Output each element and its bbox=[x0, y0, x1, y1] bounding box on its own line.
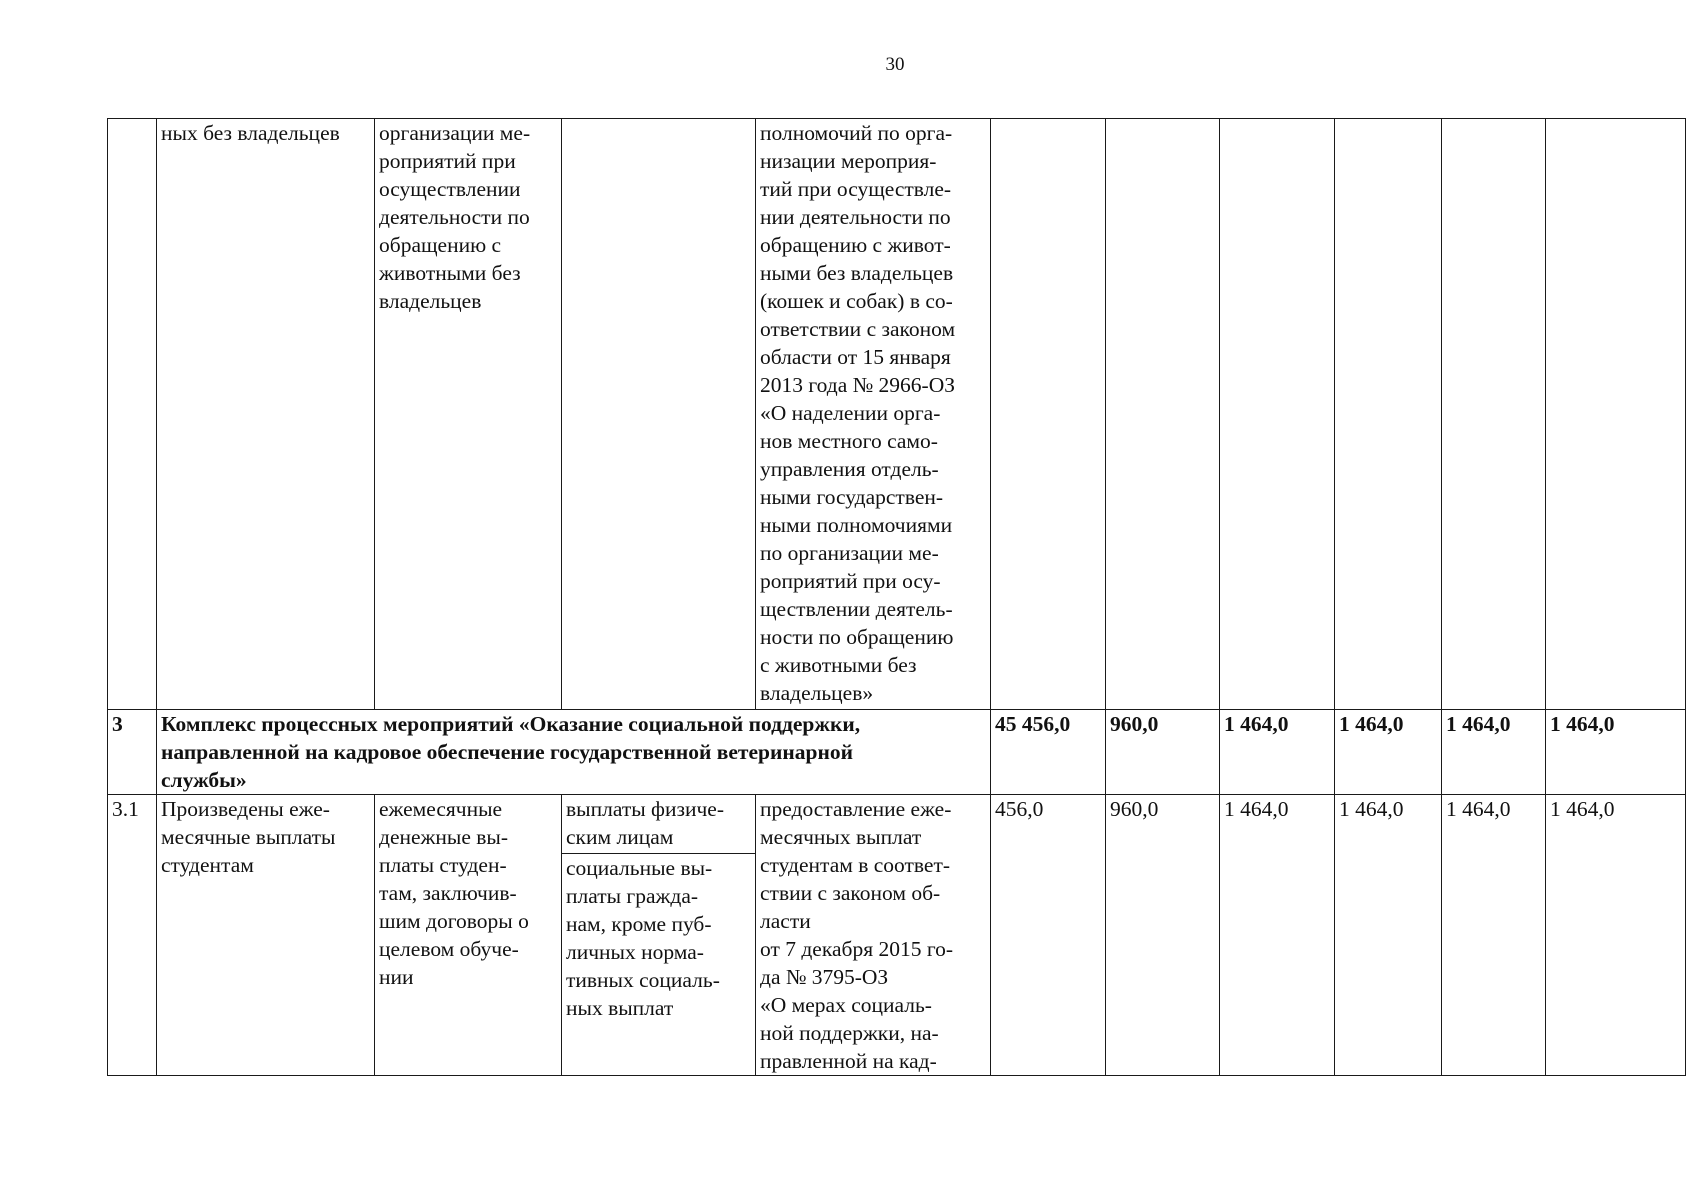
cell-value: 45 456,0 bbox=[991, 710, 1106, 795]
cell-value: 1 464,0 bbox=[1220, 795, 1335, 1076]
text-line: владельцев bbox=[379, 289, 482, 313]
text-line: правленной на кад- bbox=[760, 1049, 937, 1073]
text-line: ности по обращению bbox=[760, 625, 954, 649]
text-line: ными без владельцев bbox=[760, 261, 954, 285]
text-line: обращению с живот- bbox=[760, 233, 951, 257]
text-line: «О наделении орга- bbox=[760, 401, 941, 425]
text-line: (кошек и собак) в со- bbox=[760, 289, 953, 313]
text-line: нии деятельности по bbox=[760, 205, 951, 229]
text-line: животными без bbox=[379, 261, 521, 285]
cell-section-title bbox=[157, 710, 991, 795]
text-line: низации мероприя- bbox=[760, 149, 937, 173]
text-line: ными полномочиями bbox=[760, 513, 953, 537]
text-line: ответствии с законом bbox=[760, 317, 956, 341]
text-line: тивных социаль- bbox=[566, 967, 720, 992]
text-line: области от 15 января bbox=[760, 345, 951, 369]
text-line: предоставление еже- bbox=[760, 797, 952, 821]
cell-value: 960,0 bbox=[1106, 795, 1220, 1076]
text-line: обращению с bbox=[379, 233, 502, 257]
text-line: ласти bbox=[760, 909, 811, 933]
text-line: денежные вы- bbox=[379, 825, 509, 849]
text-line: студентам в соответ- bbox=[760, 853, 951, 877]
cell-name bbox=[157, 119, 375, 710]
text-line: осуществлении bbox=[379, 177, 521, 201]
text-line: ных без владельцев bbox=[161, 121, 340, 145]
text-line: целевом обуче- bbox=[379, 937, 519, 961]
cell-type bbox=[562, 119, 756, 710]
text-line: нов местного само- bbox=[760, 429, 938, 453]
text-line: по организации ме- bbox=[760, 541, 939, 565]
table-row-continuation bbox=[108, 119, 1686, 710]
text-line: деятельности по bbox=[379, 205, 530, 229]
cell-basis bbox=[756, 119, 991, 710]
cell-type-top bbox=[562, 795, 756, 854]
cell-basis bbox=[756, 795, 991, 1076]
cell-value: 1 464,0 bbox=[1335, 795, 1442, 1076]
text-line: роприятий при осу- bbox=[760, 569, 941, 593]
cell-value: 1 464,0 bbox=[1546, 710, 1686, 795]
cell-name bbox=[157, 795, 375, 1076]
text-line: личных норма- bbox=[566, 939, 704, 964]
text-line: ежемесячные bbox=[379, 797, 503, 821]
text-line: Комплекс процессных мероприятий «Оказание социальной поддержки, bbox=[161, 712, 861, 736]
text-line: ными государствен- bbox=[760, 485, 944, 509]
text-line: организации ме- bbox=[379, 121, 531, 145]
cell-value bbox=[1546, 119, 1686, 710]
text-line: ной поддержки, на- bbox=[760, 1021, 939, 1045]
text-line: ским лицам bbox=[566, 825, 674, 849]
text-line: ществлении деятель- bbox=[760, 597, 953, 621]
text-line: тий при осуществле- bbox=[760, 177, 952, 201]
text-line: там, заключив- bbox=[379, 881, 517, 905]
cell-result bbox=[375, 795, 562, 1076]
cell-value bbox=[1335, 119, 1442, 710]
text-line: Произведены еже- bbox=[161, 797, 330, 821]
text-line: нии bbox=[379, 965, 414, 989]
cell-type-bottom bbox=[562, 853, 756, 1075]
text-line: от 7 декабря 2015 го- bbox=[760, 937, 954, 961]
text-line: направленной на кадровое обеспечение государственной ветеринарной bbox=[161, 740, 853, 764]
cell-value bbox=[1220, 119, 1335, 710]
text-line: да № 3795-ОЗ bbox=[760, 965, 889, 989]
text-line: службы» bbox=[161, 768, 247, 792]
text-line: месячных выплат bbox=[760, 825, 922, 849]
page-number: 30 bbox=[885, 54, 905, 75]
text-line: студентам bbox=[161, 853, 254, 877]
text-line: роприятий при bbox=[379, 149, 516, 173]
text-line: социальные вы- bbox=[566, 855, 713, 880]
cell-value: 960,0 bbox=[1106, 710, 1220, 795]
program-table bbox=[107, 118, 1686, 1076]
table-row-section bbox=[108, 710, 1686, 795]
cell-value: 1 464,0 bbox=[1220, 710, 1335, 795]
cell-value bbox=[1442, 119, 1546, 710]
text-line: нам, кроме пуб- bbox=[566, 911, 712, 936]
cell-result bbox=[375, 119, 562, 710]
text-line: с животными без bbox=[760, 653, 917, 677]
text-line: платы студен- bbox=[379, 853, 507, 877]
text-line: платы гражда- bbox=[566, 883, 699, 908]
text-line: ствии с законом об- bbox=[760, 881, 941, 905]
text-line: «О мерах социаль- bbox=[760, 993, 932, 1017]
cell-number: 3.1 bbox=[108, 795, 157, 1076]
cell-value: 1 464,0 bbox=[1546, 795, 1686, 1076]
text-line: шим договоры о bbox=[379, 909, 529, 933]
text-line: управления отдель- bbox=[760, 457, 939, 481]
cell-value bbox=[1106, 119, 1220, 710]
text-line: 2013 года № 2966-ОЗ bbox=[760, 373, 955, 397]
text-line: ных выплат bbox=[566, 995, 674, 1020]
cell-value bbox=[991, 119, 1106, 710]
text-line: месячные выплаты bbox=[161, 825, 336, 849]
cell-value: 1 464,0 bbox=[1442, 795, 1546, 1076]
cell-value: 1 464,0 bbox=[1442, 710, 1546, 795]
cell-number bbox=[108, 119, 157, 710]
text-line: полномочий по орга- bbox=[760, 121, 953, 145]
cell-value: 456,0 bbox=[991, 795, 1106, 1076]
text-line: выплаты физиче- bbox=[566, 797, 724, 821]
text-line: владельцев» bbox=[760, 681, 874, 705]
cell-value: 1 464,0 bbox=[1335, 710, 1442, 795]
table-row-item bbox=[108, 795, 1686, 854]
cell-number: 3 bbox=[108, 710, 157, 795]
